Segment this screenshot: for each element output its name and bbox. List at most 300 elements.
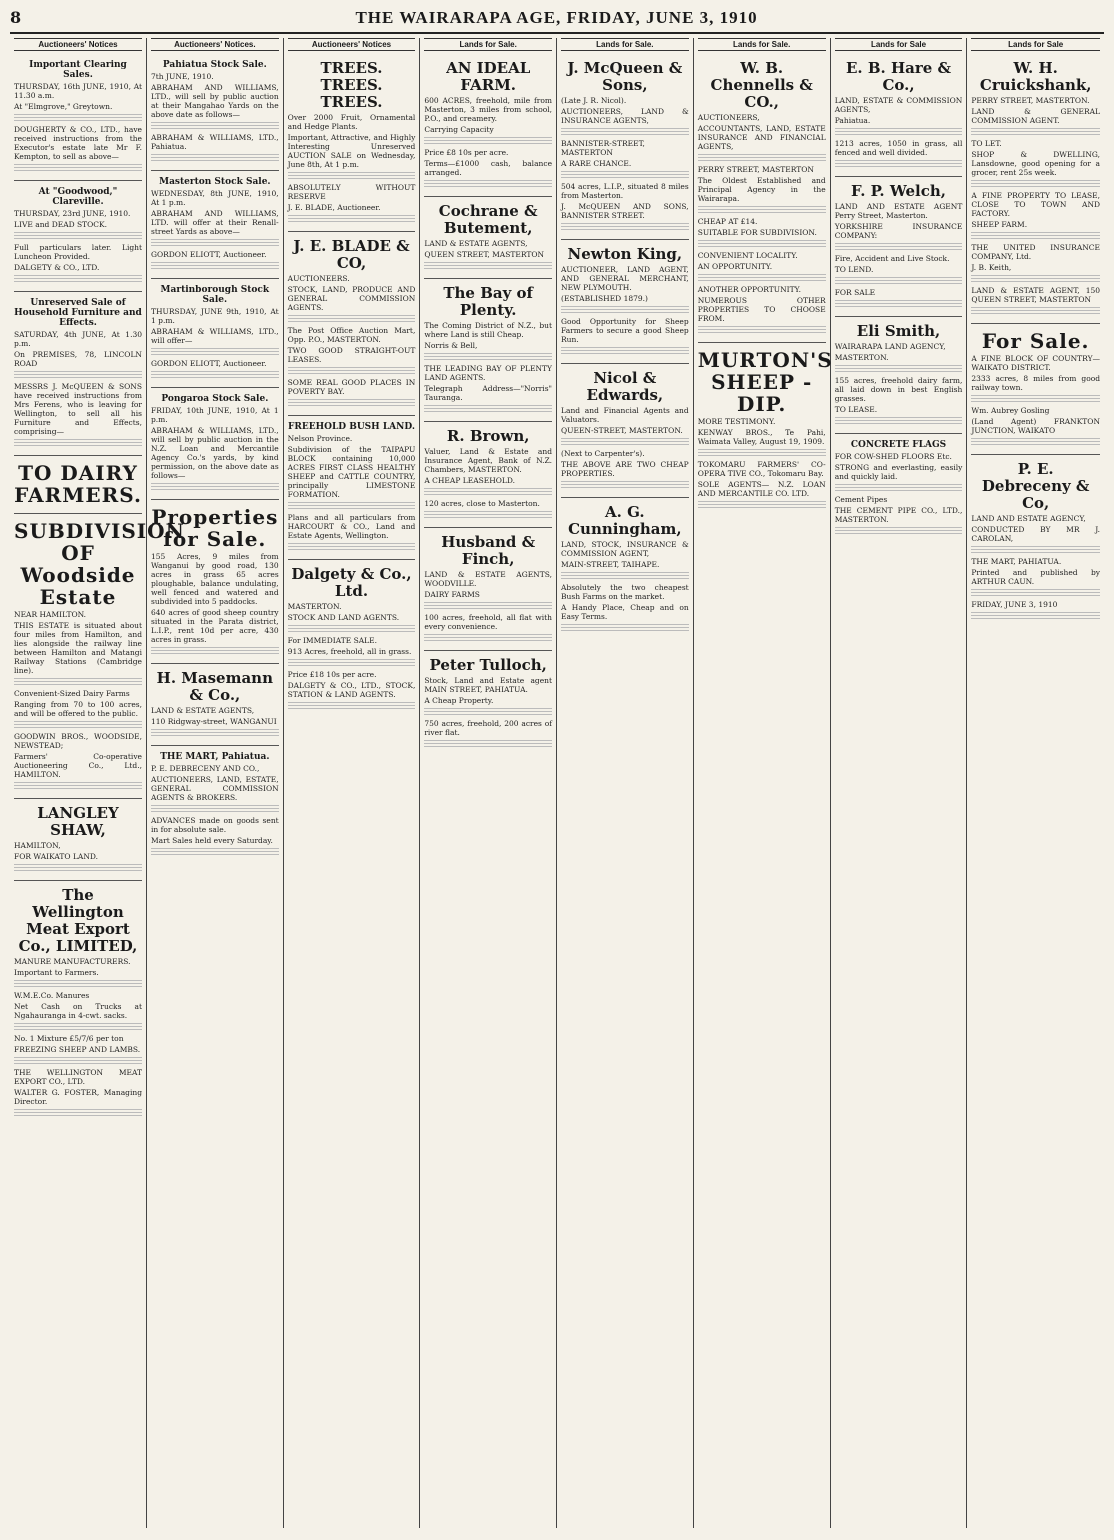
ad-text: Over 2000 Fruit, Ornamental and Hedge Plants.: [287, 113, 416, 131]
column-header: Lands for Sale.: [698, 38, 826, 51]
ad-text: No. 1 Mixture £5/7/6 per ton: [14, 1034, 124, 1043]
advertisement: [151, 746, 279, 864]
body-text-lines: [835, 484, 963, 492]
advertisement: [424, 528, 552, 651]
column-2: [147, 38, 284, 1528]
advertisement: [14, 181, 142, 292]
ad-heading: J. McQueen & Sons,: [567, 59, 683, 94]
advertisement: [561, 240, 689, 364]
ad-text: LAND, ESTATE & COMMISSION AGENTS,: [834, 96, 963, 114]
ad-text: On PREMISES, 78, LINCOLN ROAD: [14, 350, 142, 368]
body-text-lines: [971, 275, 1100, 283]
ad-text: (ESTABLISHED 1879.): [561, 294, 648, 303]
advertisement: [151, 500, 279, 664]
body-text-lines: [835, 128, 963, 136]
body-text-lines: [14, 439, 142, 447]
body-text-lines: [151, 848, 279, 856]
ad-text: WALTER G. FOSTER, Managing Director.: [14, 1088, 142, 1106]
column-6: [694, 38, 831, 1528]
advertisement: [288, 416, 416, 560]
ad-heading: Nicol & Edwards,: [586, 369, 664, 404]
ad-text: THE WELLINGTON MEAT EXPORT CO., LTD.: [14, 1068, 142, 1086]
ad-text: PERRY STREET, MASTERTON.: [971, 96, 1090, 105]
ad-text: A CHEAP LEASEHOLD.: [424, 476, 516, 485]
ad-text: Plans and all particulars from HARCOURT & CO., Land and Estate Agents, Wellington.: [287, 513, 416, 540]
ad-heading: MURTON'S SHEEP - DIP.: [697, 348, 833, 416]
ad-text: ABSOLUTELY WITHOUT RESERVE: [287, 183, 416, 201]
ad-text: FOR SALE: [834, 288, 876, 297]
ad-text: Full particulars later. Light Luncheon Provided.: [14, 243, 142, 261]
ad-text: (Next to Carpenter's).: [561, 449, 645, 458]
body-text-lines: [14, 275, 142, 283]
ad-text: FOR WAIKATO LAND.: [14, 852, 99, 861]
ad-heading: TREES. TREES. TREES.: [320, 59, 383, 111]
ad-text: Norris & Bell,: [424, 341, 478, 350]
body-text-lines: [561, 624, 689, 632]
ad-text: CONDUCTED BY MR J. CAROLAN,: [971, 525, 1101, 543]
ad-text: Farmers' Co-operative Auctioneering Co., Ltd., HAMILTON.: [14, 752, 142, 779]
body-text-lines: [288, 543, 416, 551]
ad-text: 504 acres, L.I.P., situated 8 miles from Masterton.: [561, 182, 689, 200]
ad-heading: CONCRETE FLAGS: [850, 440, 947, 450]
ad-text: 640 acres of good sheep country situated in the Parata district, L.I.P., rent 10d per acre, 430 acres in grass.: [151, 608, 279, 644]
ad-text: TO LEASE.: [834, 405, 878, 414]
ad-text: FRIDAY, 10th JUNE, 1910, At 1 p.m.: [151, 406, 279, 424]
ad-heading: TO DAIRY FARMERS.: [14, 461, 142, 507]
ad-text: 1213 acres, 1050 in grass, all fenced and well divided.: [834, 139, 963, 157]
body-text-lines: [971, 232, 1100, 240]
body-text-lines: [288, 399, 416, 407]
ad-heading: Newton King,: [567, 245, 683, 263]
ad-text: Wm. Aubrey Gosling: [971, 406, 1050, 415]
ad-text: J. E. BLADE, Auctioneer.: [287, 203, 381, 212]
body-text-lines: [835, 300, 963, 308]
body-text-lines: [151, 805, 279, 813]
ad-text: QUEEN STREET, MASTERTON: [424, 250, 545, 259]
ad-text: CHEAP AT £14.: [697, 217, 758, 226]
ad-text: 100 acres, freehold, all flat with every convenience.: [424, 613, 553, 631]
body-text-lines: [698, 240, 826, 248]
advertisement: [151, 171, 279, 279]
ad-heading: F. P. Welch,: [851, 182, 946, 200]
ad-text: HAMILTON,: [14, 841, 61, 850]
body-text-lines: [288, 172, 416, 180]
ad-heading: Important Clearing Sales.: [29, 60, 127, 80]
body-text-lines: [971, 546, 1100, 554]
ad-text: J. B. Keith,: [971, 263, 1012, 272]
ad-heading: AN IDEAL FARM.: [446, 59, 531, 94]
ad-text: J. McQUEEN AND SONS, BANNISTER STREET.: [561, 202, 689, 220]
body-text-lines: [14, 232, 142, 240]
ad-heading: W. H. Cruickshank,: [979, 59, 1092, 94]
ad-text: QUEEN-STREET, MASTERTON.: [561, 426, 683, 435]
ad-text: (Late J. R. Nicol).: [561, 96, 627, 105]
body-text-lines: [151, 729, 279, 737]
ad-text: 7th JUNE, 1910.: [151, 72, 214, 81]
ad-text: Nelson Province.: [287, 434, 353, 443]
ad-heading: Dalgety & Co., Ltd.: [291, 565, 412, 600]
ad-text: NEAR HAMILTON.: [14, 610, 87, 619]
ad-heading: Properties for Sale.: [151, 505, 279, 551]
body-text-lines: [835, 527, 963, 535]
ad-text: GOODWIN BROS., WOODSIDE, NEWSTEAD;: [14, 732, 142, 750]
ad-heading: Peter Tulloch,: [429, 656, 547, 674]
advertisement: [14, 54, 142, 181]
ad-heading: SUBDIVISION OF Woodside Estate: [14, 519, 185, 609]
ad-text: 2333 acres, 8 miles from good railway town.: [971, 374, 1101, 392]
ad-text: THE CEMENT PIPE CO., LTD., MASTERTON.: [834, 506, 963, 524]
ad-text: FOR COW-SHED FLOORS Etc.: [834, 452, 952, 461]
advertisement: [14, 514, 185, 799]
body-text-lines: [14, 782, 142, 790]
body-text-lines: [288, 659, 416, 667]
ad-text: MAIN-STREET, TAIHAPE.: [561, 560, 660, 569]
advertisement: [151, 54, 279, 171]
advertisement: [424, 651, 552, 756]
ad-heading: The Bay of Plenty.: [443, 284, 533, 319]
body-text-lines: [835, 277, 963, 285]
advertisement: [698, 54, 826, 343]
advertisement: [424, 197, 552, 279]
ad-text: MANURE MANUFACTURERS.: [14, 957, 131, 966]
body-text-lines: [561, 128, 689, 136]
ad-heading: Unreserved Sale of Household Furniture and Effects.: [14, 298, 142, 328]
ad-heading: H. Masemann & Co.,: [156, 669, 273, 704]
ad-text: NUMEROUS OTHER PROPERTIES TO CHOOSE FROM.: [697, 296, 826, 323]
column-3: [284, 38, 421, 1528]
ad-text: MASTERTON.: [834, 353, 889, 362]
body-text-lines: [288, 702, 416, 710]
ad-text: Printed and published by ARTHUR CAUN.: [971, 568, 1101, 586]
ad-text: A Handy Place, Cheap and on Easy Terms.: [561, 603, 689, 621]
body-text-lines: [424, 634, 552, 642]
ad-text: A Cheap Property.: [424, 696, 494, 705]
ad-text: LAND AND ESTATE AGENCY,: [971, 514, 1086, 523]
ad-text: ABRAHAM AND WILLIAMS, LTD., will sell by public auction at their Mangahao Yards on the above date as follows—: [151, 83, 279, 119]
ad-heading: LANGLEY SHAW,: [37, 804, 119, 839]
ad-text: BANNISTER-STREET, MASTERTON: [561, 139, 645, 157]
body-text-lines: [561, 572, 689, 580]
body-text-lines: [151, 371, 279, 379]
body-text-lines: [698, 154, 826, 162]
column-header: Auctioneers' Notices.: [151, 38, 279, 51]
ad-text: A FINE PROPERTY TO LEASE, CLOSE TO TOWN AND FACTORY.: [971, 191, 1101, 218]
column-header: Lands for Sale.: [561, 38, 689, 51]
body-text-lines: [151, 239, 279, 247]
ad-text: ABRAHAM & WILLIAMS, LTD., will sell by public auction in the N.Z. Loan and Mercantile Agency Co.'s yards, by kind permission, on the above date as follows—: [151, 426, 279, 480]
ad-text: PERRY STREET, MASTERTON: [697, 165, 814, 174]
ad-text: Price £18 10s per acre.: [287, 670, 377, 679]
ad-text: AN OPPORTUNITY.: [697, 262, 773, 271]
ad-text: DALGETY & CO., LTD.: [14, 263, 100, 272]
advertisement: [971, 455, 1100, 628]
body-text-lines: [971, 589, 1100, 597]
columns: [10, 38, 1104, 1528]
body-text-lines: [424, 180, 552, 188]
ad-text: LAND & ESTATE AGENTS,: [424, 239, 528, 248]
ad-heading: The Wellington Meat Export Co., LIMITED,: [18, 886, 138, 955]
body-text-lines: [14, 1109, 142, 1117]
ad-text: W.M.E.Co. Manures: [14, 991, 90, 1000]
ad-heading: W. B. Chennells & CO.,: [710, 59, 813, 111]
advertisement: [971, 54, 1100, 324]
ad-text: THE MART, PAHIATUA.: [971, 557, 1062, 566]
ad-heading: A. G. Cunningham,: [568, 503, 682, 538]
column-5: [557, 38, 694, 1528]
ad-text: Carrying Capacity: [424, 125, 494, 134]
ad-text: Absolutely the two cheapest Bush Farms on the market.: [561, 583, 689, 601]
ad-text: Valuer, Land & Estate and Insurance Agent, Bank of N.Z. Chambers, MASTERTON.: [424, 447, 553, 474]
body-text-lines: [835, 243, 963, 251]
ad-text: The Coming District of N.Z., but where Land is still Cheap.: [424, 321, 553, 339]
ad-text: AUCTIONEER, LAND AGENT, AND GENERAL MERCHANT, NEW PLYMOUTH.: [561, 265, 689, 292]
ad-text: P. E. DEBRECENY AND CO.,: [151, 764, 260, 773]
ad-text: AUCTIONEERS.: [287, 274, 350, 283]
ad-text: 155 Acres, 9 miles from Wanganui by good road, 130 acres in grass 65 acres ploughable, balance undulating, well fenced and watered and subdivided into 5 paddocks.: [151, 552, 279, 606]
ad-text: THURSDAY, 16th JUNE, 1910, At 11.30 a.m.: [14, 82, 142, 100]
ad-text: LIVE and DEAD STOCK.: [14, 220, 108, 229]
body-text-lines: [561, 481, 689, 489]
body-text-lines: [698, 326, 826, 334]
body-text-lines: [561, 171, 689, 179]
body-text-lines: [561, 347, 689, 355]
column-header: Auctioneers' Notices: [14, 38, 142, 51]
ad-text: Important, Attractive, and Highly Interesting Unreserved AUCTION SALE on Wednesday, June 8th, At 1 p.m.: [287, 133, 416, 169]
advertisement: [151, 664, 279, 746]
advertisement: [424, 54, 552, 197]
ad-text: For IMMEDIATE SALE.: [287, 636, 377, 645]
ad-text: SUITABLE FOR SUBDIVISION.: [697, 228, 817, 237]
body-text-lines: [561, 223, 689, 231]
ad-text: MASTERTON.: [287, 602, 342, 611]
ad-text: SHOP & DWELLING, Lansdowne, good opening for a grocer, rent 25s week.: [971, 150, 1101, 177]
ad-text: AUCTIONEERS, LAND, ESTATE, GENERAL COMMISSION AGENTS & BROKERS.: [151, 775, 279, 802]
ad-text: AUCTIONEERS, LAND & INSURANCE AGENTS,: [561, 107, 689, 125]
ad-text: DOUGHERTY & CO., LTD., have received instructions from the Executor's estate late Mr F. Kempton, to sell as above—: [14, 125, 142, 161]
ad-text: Subdivision of the TAIPAPU BLOCK containing 10,000 ACRES FIRST CLASS HEALTHY SHEEP and CATTLE COUNTRY, principally LIMESTONE FORMATION.: [287, 445, 416, 499]
advertisement: [151, 388, 279, 500]
advertisement: [14, 799, 142, 881]
body-text-lines: [14, 371, 142, 379]
ad-heading: Cochrane & Butement,: [438, 202, 538, 237]
advertisement: [835, 54, 963, 177]
ad-text: SOME REAL GOOD PLACES IN POVERTY BAY.: [287, 378, 416, 396]
ad-text: Cement Pipes: [834, 495, 888, 504]
ad-text: THURSDAY, JUNE 9th, 1910, At 1 p.m.: [151, 307, 279, 325]
body-text-lines: [835, 417, 963, 425]
ad-text: FRIDAY, JUNE 3, 1910: [971, 600, 1058, 609]
ad-text: TOKOMARU FARMERS' CO-OPERA TIVE CO., Tokomaru Bay.: [697, 460, 826, 478]
ad-text: 913 Acres, freehold, all in grass.: [287, 647, 412, 656]
ad-text: LAND, STOCK, INSURANCE & COMMISSION AGENT,: [561, 540, 689, 558]
ad-heading: Pongaroa Stock Sale.: [161, 394, 269, 404]
body-text-lines: [561, 306, 689, 314]
body-text-lines: [151, 154, 279, 162]
body-text-lines: [151, 483, 279, 491]
column-7: [831, 38, 968, 1528]
ad-text: STOCK AND LAND AGENTS.: [287, 613, 400, 622]
body-text-lines: [698, 274, 826, 282]
advertisement: [561, 364, 689, 498]
advertisement: [288, 54, 416, 232]
ad-text: SHEEP FARM.: [971, 220, 1028, 229]
ad-heading: At "Goodwood," Clareville.: [38, 187, 118, 207]
body-text-lines: [424, 488, 552, 496]
body-text-lines: [424, 511, 552, 519]
ad-text: ADVANCES made on goods sent in for absolute sale.: [151, 816, 279, 834]
ad-heading: THE MART, Pahiatua.: [160, 752, 270, 762]
ad-text: 110 Ridgway-street, WANGANUI: [151, 717, 277, 726]
ad-text: 120 acres, close to Masterton.: [424, 499, 540, 508]
ad-text: 600 ACRES, freehold, mile from Masterton, 3 miles from school, P.O., and creamery.: [424, 96, 553, 123]
advertisement: [14, 881, 142, 1125]
ad-text: DALGETY & CO., LTD., STOCK, STATION & LAND AGENTS.: [287, 681, 416, 699]
body-text-lines: [835, 160, 963, 168]
ad-heading: Martinborough Stock Sale.: [160, 285, 270, 305]
ad-text: WAIRARAPA LAND AGENCY,: [834, 342, 946, 351]
ad-text: FREEZING SHEEP AND LAMBS.: [14, 1045, 141, 1054]
advertisement: [835, 177, 963, 317]
column-header: Lands for Sale: [971, 38, 1100, 51]
body-text-lines: [424, 708, 552, 716]
ad-text: ANOTHER OPPORTUNITY.: [697, 285, 801, 294]
advertisement: [835, 317, 963, 434]
ad-text: Good Opportunity for Sheep Farmers to secure a good Sheep Run.: [561, 317, 689, 344]
body-text-lines: [424, 262, 552, 270]
column-header: Lands for Sale: [835, 38, 963, 51]
body-text-lines: [14, 1023, 142, 1031]
body-text-lines: [14, 678, 142, 686]
ad-text: Fire, Accident and Live Stock.: [834, 254, 950, 263]
ad-text: SATURDAY, 4th JUNE, At 1.30 p.m.: [14, 330, 142, 348]
ad-heading: FREEHOLD BUSH LAND.: [288, 422, 415, 432]
ad-text: Terms—£1000 cash, balance arranged.: [424, 159, 553, 177]
ad-text: TO LEND.: [834, 265, 874, 274]
ad-text: STOCK, LAND, PRODUCE AND GENERAL COMMISSION AGENTS.: [287, 285, 416, 312]
body-text-lines: [288, 502, 416, 510]
masthead: [10, 8, 1104, 34]
body-text-lines: [14, 164, 142, 172]
body-text-lines: [151, 262, 279, 270]
ad-text: LAND & ESTATE AGENTS, WOODVILLE.: [424, 570, 553, 588]
advertisement: [561, 498, 689, 640]
column-header: Auctioneers' Notices: [288, 38, 416, 51]
body-text-lines: [971, 180, 1100, 188]
advertisement: [971, 324, 1100, 455]
body-text-lines: [14, 721, 142, 729]
ad-heading: Masterton Stock Sale.: [159, 177, 271, 187]
advertisement: [288, 560, 416, 718]
ad-text: Convenient-Sized Dairy Farms: [14, 689, 130, 698]
ad-text: (Land Agent) FRANKTON JUNCTION, WAIKATO: [971, 417, 1101, 435]
ad-text: Ranging from 70 to 100 acres, and will be offered to the public.: [14, 700, 142, 718]
ad-text: Important to Farmers.: [14, 968, 99, 977]
ad-text: THE UNITED INSURANCE COMPANY, Ltd.: [971, 243, 1101, 261]
ad-text: Price £8 10s per acre.: [424, 148, 509, 157]
advertisement: [151, 279, 279, 388]
ad-text: ABRAHAM & WILLIAMS, LTD., will offer—: [151, 327, 279, 345]
ad-text: A RARE CHANCE.: [561, 159, 632, 168]
ad-text: Telegraph Address—"Norris" Tauranga.: [424, 384, 553, 402]
body-text-lines: [698, 501, 826, 509]
ad-heading: Husband & Finch,: [441, 533, 536, 568]
ad-text: Stock, Land and Estate agent MAIN STREET, PAHIATUA.: [424, 676, 553, 694]
ad-text: GORDON ELIOTT, Auctioneer.: [151, 359, 267, 368]
newspaper-title: THE WAIRARAPA AGE, FRIDAY, JUNE 3, 1910: [355, 8, 758, 27]
advertisement: [288, 232, 416, 416]
ad-heading: Eli Smith,: [856, 322, 941, 340]
advertisement: [697, 343, 833, 517]
advertisement: [424, 422, 552, 528]
body-text-lines: [971, 612, 1100, 620]
ad-text: STRONG and everlasting, easily and quickly laid.: [834, 463, 963, 481]
body-text-lines: [424, 353, 552, 361]
column-8: [967, 38, 1104, 1528]
ad-heading: P. E. Debreceny & Co,: [981, 460, 1090, 512]
ad-text: THE ABOVE ARE TWO CHEAP PROPERTIES.: [561, 460, 689, 478]
advertisement: [561, 54, 689, 240]
body-text-lines: [14, 1057, 142, 1065]
body-text-lines: [151, 122, 279, 130]
ad-text: Net Cash on Trucks at Ngahauranga in 4-cwt. sacks.: [14, 1002, 142, 1020]
body-text-lines: [151, 348, 279, 356]
body-text-lines: [971, 128, 1100, 136]
body-text-lines: [424, 602, 552, 610]
advertisement: [14, 292, 142, 456]
ad-text: GORDON ELIOTT, Auctioneer.: [151, 250, 267, 259]
body-text-lines: [288, 215, 416, 223]
body-text-lines: [14, 864, 142, 872]
body-text-lines: [971, 438, 1100, 446]
ad-text: THURSDAY, 23rd JUNE, 1910.: [14, 209, 131, 218]
ad-text: Mart Sales held every Saturday.: [151, 836, 273, 845]
ad-text: CONVENIENT LOCALITY.: [697, 251, 798, 260]
ad-text: SOLE AGENTS— N.Z. LOAN AND MERCANTILE CO. LTD.: [697, 480, 826, 498]
body-text-lines: [288, 315, 416, 323]
ad-heading: Pahiatua Stock Sale.: [162, 60, 267, 70]
ad-text: ACCOUNTANTS, LAND, ESTATE INSURANCE AND FINANCIAL AGENTS,: [697, 124, 826, 151]
body-text-lines: [971, 395, 1100, 403]
ad-text: AUCTIONEERS,: [697, 113, 760, 122]
ad-text: THIS ESTATE is situated about four miles from Hamilton, and lies alongside the railway line between Hamilton and Matangi Railway Stations (Cambridge line).: [14, 621, 142, 675]
advertisement: [835, 434, 963, 543]
ad-heading: J. E. BLADE & CO,: [293, 237, 410, 272]
ad-text: LAND & ESTATE AGENT, 150 QUEEN STREET, MASTERTON: [971, 286, 1101, 304]
body-text-lines: [424, 740, 552, 748]
body-text-lines: [424, 405, 552, 413]
body-text-lines: [561, 438, 689, 446]
ad-text: 155 acres, freehold dairy farm, all laid down in best English grasses.: [834, 376, 963, 403]
column-4: [420, 38, 557, 1528]
body-text-lines: [288, 367, 416, 375]
ad-text: MORE TESTIMONY.: [697, 417, 776, 426]
body-text-lines: [424, 137, 552, 145]
ad-text: A FINE BLOCK OF COUNTRY— WAIKATO DISTRICT.: [971, 354, 1101, 372]
body-text-lines: [971, 307, 1100, 315]
ad-text: WEDNESDAY, 8th JUNE, 1910, At 1 p.m.: [151, 189, 279, 207]
ad-text: YORKSHIRE INSURANCE COMPANY:: [834, 222, 963, 240]
ad-text: KENWAY BROS., Te Pahi, Waimata Valley, August 19, 1909.: [697, 428, 826, 446]
ad-text: ABRAHAM & WILLIAMS, LTD., Pahiatua.: [151, 133, 279, 151]
body-text-lines: [14, 114, 142, 122]
ad-text: DAIRY FARMS: [424, 590, 480, 599]
ad-text: LAND & GENERAL COMMISSION AGENT.: [971, 107, 1101, 125]
body-text-lines: [698, 449, 826, 457]
ad-heading: R. Brown,: [446, 427, 530, 445]
body-text-lines: [14, 980, 142, 988]
ad-text: ABRAHAM AND WILLIAMS, LTD. will offer at their Renall-street Yards as above—: [151, 209, 279, 236]
ad-text: LAND AND ESTATE AGENT Perry Street, Masterton.: [834, 202, 963, 220]
